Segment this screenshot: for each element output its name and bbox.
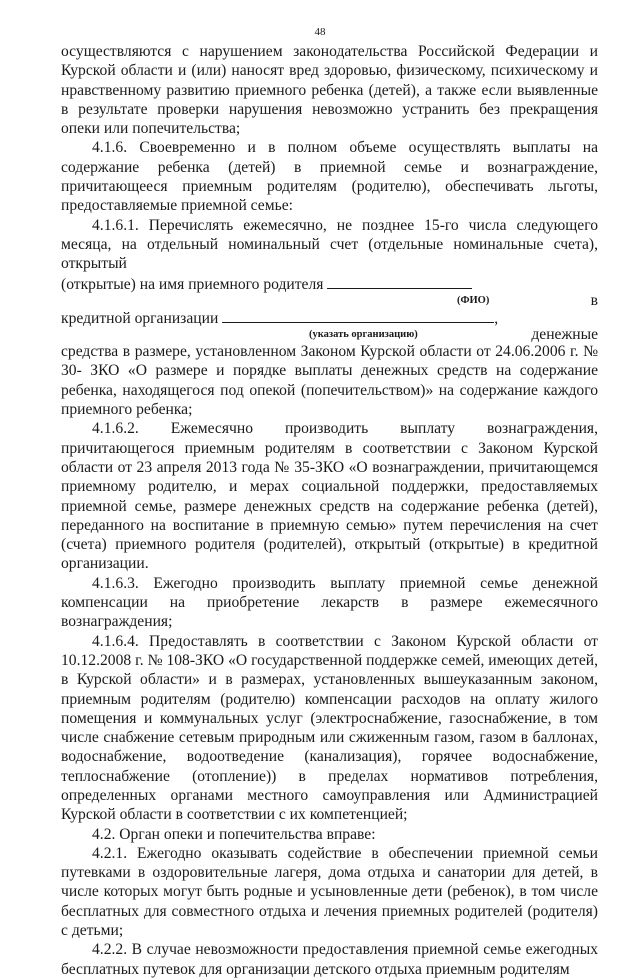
fio-fill-line bbox=[61, 274, 598, 293]
paragraph-4-1-6-1-continued: средства в размере, установленном Законом Курской области от 24.06.2006 г. № 30- ЗКО «О размере и порядке выплаты денежных средств на содержание ребенка, находящегося под опекой (попечительством)» на содержание каждого приемного ребенка; bbox=[61, 343, 598, 419]
org-blank-line bbox=[222, 308, 494, 323]
org-line-comma: , bbox=[494, 309, 499, 327]
paragraph-4-1-6-3: 4.1.6.3. Ежегодно производить выплату приемной семье денежной компенсации на приобретение лекарств в размере ежемесячного вознаграждения; bbox=[61, 574, 598, 631]
paragraph-4-2: 4.2. Орган опеки и попечительства вправе: bbox=[92, 825, 376, 843]
org-trailing: денежные bbox=[531, 326, 598, 344]
fio-trailing: в bbox=[590, 291, 598, 309]
paragraph-intro: осуществляются с нарушением законодательства Российской Федерации и Курской области и (или) наносят вред здоровью, физическому, психическому и нравственному развитию приемного ребенка (детей), а также если выявленные в результате проверки нарушения невозможно устранить без прекращения опеки или попечительства; bbox=[61, 43, 598, 138]
document-body bbox=[61, 42, 598, 979]
fio-caption: (ФИО) bbox=[457, 294, 490, 306]
org-fill-line bbox=[61, 308, 598, 327]
paragraph-4-2-2: 4.2.2. В случае невозможности предоставления приемной семье ежегодных бесплатных путевок для организации детского отдыха приемным родителям bbox=[61, 941, 598, 978]
paragraph-4-1-6-2: 4.1.6.2. Ежемесячно производить выплату вознаграждения, причитающегося приемным родителям в соответствии с Законом Курской области от 23 апреля 2013 года № 35-ЗКО «О вознаграждении, причитающемся приемному родителю, и мерах социальной поддержки, предоставляемых приемной семье, размере денежных средств на содержание ребенка (детей), переданного на воспитание в приемную семью» путем перечисления на счет (счета) приемного родителя (родителей), открытый (открытые) в кредитной организации. bbox=[61, 420, 598, 573]
fio-line-text: (открытые) на имя приемного родителя bbox=[61, 275, 324, 293]
org-line-text: кредитной организации bbox=[61, 309, 219, 327]
paragraph-4-1-6-4: 4.1.6.4. Предоставлять в соответствии с Законом Курской области от 10.12.2008 г. № 108-ЗКО «О государственной поддержке семей, имеющих детей, в Курской области» и в размерах, установленных вышеуказанным законом, приемным родителям (родителю) компенсации расходов на оплату жилого помещения и коммунальных услуг (электроснабжение, газоснабжение, в том числе снабжение сетевым природным или сжиженным газом, газом в баллонах, водоснабжение, водоотведение (канализация), горячее водоснабжение, теплоснабжение (отопление)) в пределах нормативов потребления, определенных органами местного самоуправления или Администрацией Курской области в соответствии с их компетенцией; bbox=[61, 632, 598, 824]
org-caption-row bbox=[61, 327, 598, 342]
paragraph-4-2-1: 4.2.1. Ежегодно оказывать содействие в обеспечении приемной семьи путевками в оздоровительные лагеря, дома отдыха и санатории для детей, в числе которых могут быть родные и усыновленные дети (ребенок), в том числе бесплатных для совместного отдыха и лечения приемных родителей (родителя) с детьми; bbox=[61, 844, 598, 940]
paragraph-4-1-6: 4.1.6. Своевременно и в полном объеме осуществлять выплаты на содержание ребенка (детей) в приемной семье и вознаграждение, причитающееся приемным родителям (родителю), обеспечивать льготы, предоставляемые приемной семье: bbox=[61, 139, 598, 215]
page-number: 48 bbox=[314, 26, 326, 38]
org-caption: (указать организацию) bbox=[309, 329, 418, 341]
fio-blank-line bbox=[327, 274, 472, 289]
paragraph-4-1-6-1: 4.1.6.1. Перечислять ежемесячно, не позднее 15-го числа следующего месяца, на отдельный номинальный счет (отдельные номинальные счета), открытый bbox=[61, 216, 598, 273]
fio-caption-row bbox=[61, 293, 598, 308]
